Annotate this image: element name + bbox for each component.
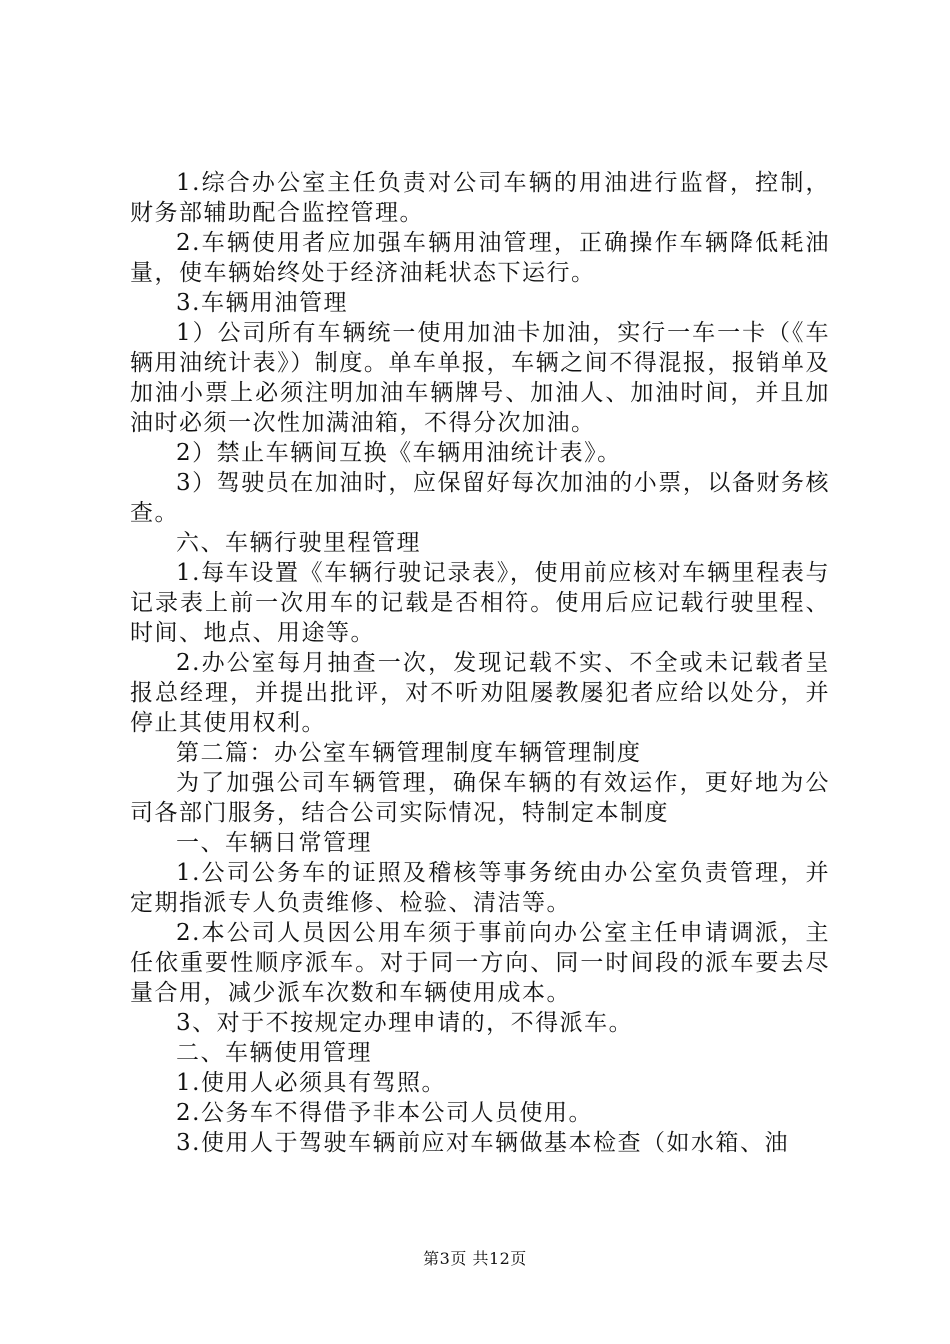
paragraph: 3.车辆用油管理 [176, 290, 348, 316]
paragraph: 1.使用人必须具有驾照。 [176, 1070, 446, 1096]
document-body [130, 168, 830, 1158]
section-heading: 六、车辆行驶里程管理 [176, 530, 421, 556]
page-number: 第3页 共12页 [423, 1249, 527, 1268]
paragraph: 1.公司公务车的证照及稽核等事务统由办公室负责管理，并定期指派专人负责维修、检验、清洁等。 [130, 860, 830, 916]
paragraph: 1.综合办公室主任负责对公司车辆的用油进行监督，控制，财务部辅助配合监控管理。 [130, 170, 830, 226]
paragraph: 3）驾驶员在加油时，应保留好每次加油的小票，以备财务核查。 [130, 470, 830, 526]
section-heading: 一、车辆日常管理 [176, 830, 372, 856]
paragraph: 3、对于不按规定办理申请的，不得派车。 [176, 1010, 634, 1036]
paragraph: 2）禁止车辆间互换《车辆用油统计表》。 [176, 440, 622, 466]
section-heading: 二、车辆使用管理 [176, 1040, 372, 1066]
chapter-heading: 第二篇：办公室车辆管理制度车辆管理制度 [176, 740, 642, 766]
paragraph: 1）公司所有车辆统一使用加油卡加油，实行一车一卡（《车辆用油统计表》）制度。单车单报，车辆之间不得混报，报销单及加油小票上必须注明加油车辆牌号、加油人、加油时间，并且加油时必须一次性加满油箱，不得分次加油。 [130, 320, 830, 436]
paragraph: 2.本公司人员因公用车须于事前向办公室主任申请调派，主任依重要性顺序派车。对于同一方向、同一时间段的派车要去尽量合用，减少派车次数和车辆使用成本。 [130, 920, 830, 1006]
paragraph: 2.公务车不得借予非本公司人员使用。 [176, 1100, 593, 1126]
paragraph: 1.每车设置《车辆行驶记录表》，使用前应核对车辆里程表与记录表上前一次用车的记载是否相符。使用后应记载行驶里程、时间、地点、用途等。 [130, 560, 830, 646]
paragraph: 3.使用人于驾驶车辆前应对车辆做基本检查（如水箱、油 [176, 1130, 789, 1156]
paragraph: 2.车辆使用者应加强车辆用油管理，正确操作车辆降低耗油量，使车辆始终处于经济油耗状态下运行。 [130, 230, 830, 286]
paragraph: 为了加强公司车辆管理，确保车辆的有效运作，更好地为公司各部门服务，结合公司实际情况，特制定本制度 [130, 770, 830, 826]
paragraph: 2.办公室每月抽查一次，发现记载不实、不全或未记载者呈报总经理，并提出批评，对不听劝阻屡教屡犯者应给以处分，并停止其使用权利。 [130, 650, 830, 736]
